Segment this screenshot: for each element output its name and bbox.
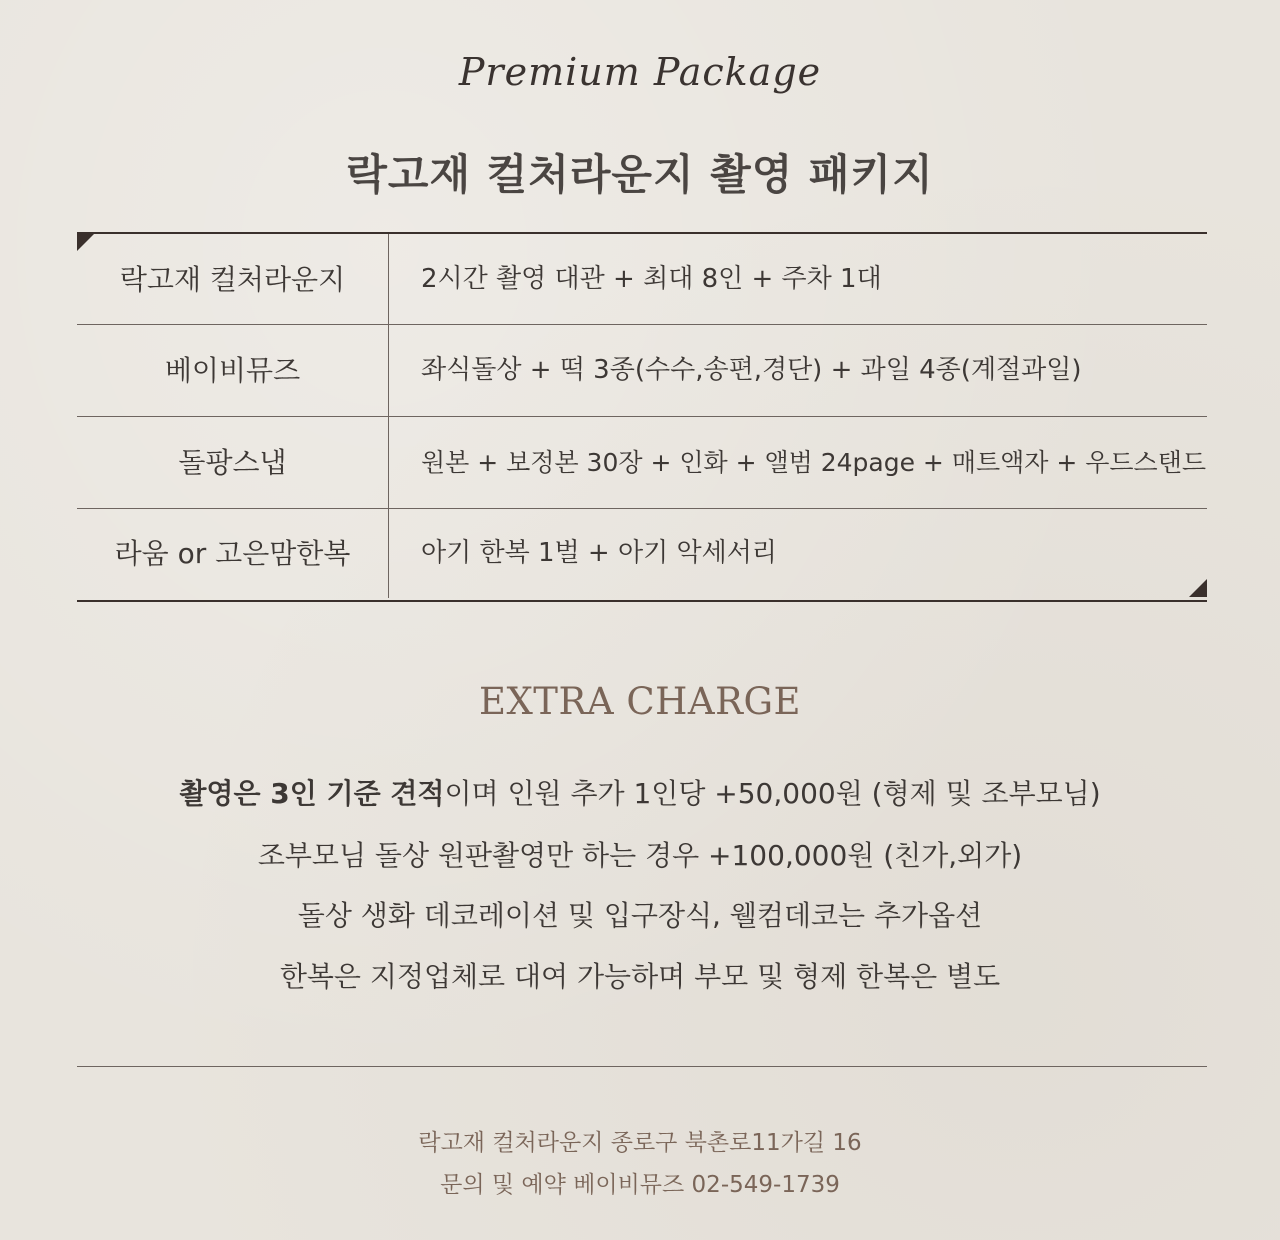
row-label: 돌팡스냅 — [178, 446, 287, 479]
row-value: 2시간 촬영 대관 + 최대 8인 + 주차 1대 — [421, 264, 882, 294]
table-row — [77, 234, 1207, 325]
extra-charge-title: EXTRA CHARGE — [478, 680, 802, 723]
table-row — [77, 417, 1207, 508]
page-title: 락고재 컬처라운지 촬영 패키지 — [346, 150, 934, 199]
row-label: 락고재 컬처라운지 — [119, 263, 346, 296]
extra-charge-line: 돌상 생화 데코레이션 및 입구장식, 웰컴데코는 추가옵션 — [297, 899, 983, 932]
row-label: 베이비뮤즈 — [164, 354, 301, 387]
row-value: 아기 한복 1벌 + 아기 악세서리 — [421, 538, 777, 568]
footer-address: 락고재 컬처라운지 종로구 북촌로11가길 16 — [418, 1130, 862, 1156]
footer-contact: 문의 및 예약 베이비뮤즈 02-549-1739 — [440, 1172, 840, 1198]
table-row — [77, 325, 1207, 416]
row-label: 라움 or 고은맘한복 — [114, 537, 351, 570]
package-table — [77, 232, 1207, 602]
extra-charge-line: 조부모님 돌상 원판촬영만 하는 경우 +100,000원 (친가,외가) — [257, 839, 1023, 872]
table-row — [77, 508, 1207, 599]
script-title: Premium Package — [458, 50, 822, 94]
row-value: 좌식돌상 + 떡 3종(수수,송편,경단) + 과일 4종(계절과일) — [421, 355, 1082, 385]
extra-charge-line — [0, 772, 1280, 812]
corner-ornament-bottom-right — [1189, 579, 1207, 597]
row-value: 원본 + 보정본 30장 + 인화 + 앨범 24page + 매트액자 + 우드스탠드 — [421, 448, 1207, 477]
extra-charge-line: 한복은 지정업체로 대여 가능하며 부모 및 형제 한복은 별도 — [279, 960, 1001, 993]
extra-charge-text: 이며 인원 추가 1인당 +50,000원 (형제 및 조부모님) — [444, 777, 1101, 810]
footer-divider — [77, 1066, 1207, 1067]
extra-charge-highlight: 촬영은 3인 기준 견적 — [179, 777, 445, 810]
